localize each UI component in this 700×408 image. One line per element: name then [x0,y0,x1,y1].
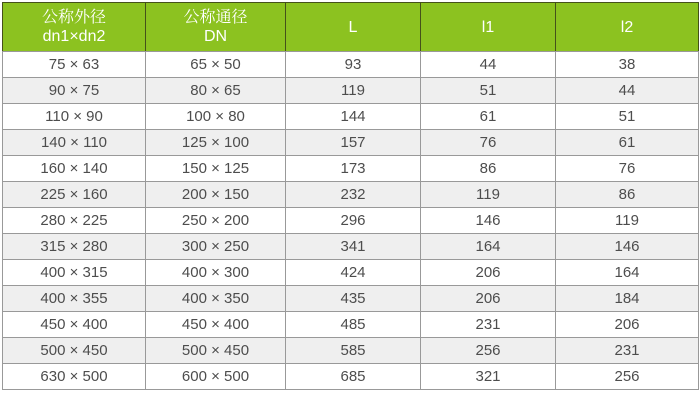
table-cell: 400 × 315 [3,260,146,286]
table-cell: 51 [556,104,699,130]
table-cell: 300 × 250 [146,234,286,260]
dimension-spec-table [2,2,699,390]
table-row [3,286,699,312]
table-cell: 400 × 300 [146,260,286,286]
table-cell: 321 [421,364,556,390]
column-header-l2 [556,3,699,52]
table-cell: 90 × 75 [3,78,146,104]
table-cell: 100 × 80 [146,104,286,130]
table-row [3,338,699,364]
table-cell: 232 [286,182,421,208]
table-cell: 485 [286,312,421,338]
table-cell: 164 [556,260,699,286]
table-cell: 44 [421,52,556,78]
table-cell: 500 × 450 [3,338,146,364]
column-header-label: 公称外径 [41,9,106,26]
table-cell: 119 [556,208,699,234]
column-header-sublabel: dn1×dn2 [42,28,106,45]
table-cell: 296 [286,208,421,234]
table-row [3,208,699,234]
table-cell: 206 [421,286,556,312]
table-cell: 86 [421,156,556,182]
column-header-L [286,3,421,52]
column-header-label: l1 [481,18,495,36]
table-cell: 600 × 500 [146,364,286,390]
column-header-nominal-diameter [146,3,286,52]
table-cell: 164 [421,234,556,260]
table-cell: 65 × 50 [146,52,286,78]
table-cell: 173 [286,156,421,182]
table-cell: 630 × 500 [3,364,146,390]
table-cell: 93 [286,52,421,78]
table-cell: 400 × 355 [3,286,146,312]
table-cell: 44 [556,78,699,104]
table-row [3,104,699,130]
table-cell: 119 [421,182,556,208]
table-cell: 231 [421,312,556,338]
table-cell: 685 [286,364,421,390]
table-cell: 76 [421,130,556,156]
table-cell: 150 × 125 [146,156,286,182]
table-cell: 157 [286,130,421,156]
table-cell: 76 [556,156,699,182]
table-row [3,364,699,390]
table-row [3,182,699,208]
table-cell: 256 [421,338,556,364]
table-cell: 231 [556,338,699,364]
table-cell: 280 × 225 [3,208,146,234]
header-row [3,3,699,52]
table-cell: 38 [556,52,699,78]
table-cell: 424 [286,260,421,286]
table-cell: 256 [556,364,699,390]
table-cell: 341 [286,234,421,260]
table-cell: 200 × 150 [146,182,286,208]
table-cell: 140 × 110 [3,130,146,156]
table-cell: 206 [421,260,556,286]
column-header-sublabel: DN [203,28,228,45]
table-cell: 144 [286,104,421,130]
table-cell: 400 × 350 [146,286,286,312]
table-cell: 315 × 280 [3,234,146,260]
table-cell: 225 × 160 [3,182,146,208]
table-row [3,234,699,260]
table-cell: 500 × 450 [146,338,286,364]
table-cell: 51 [421,78,556,104]
table-row [3,156,699,182]
table-row [3,260,699,286]
table-row [3,312,699,338]
table-cell: 435 [286,286,421,312]
table-cell: 146 [556,234,699,260]
table-cell: 110 × 90 [3,104,146,130]
table-cell: 206 [556,312,699,338]
table-row [3,130,699,156]
table-cell: 585 [286,338,421,364]
table-cell: 119 [286,78,421,104]
table-cell: 86 [556,182,699,208]
column-header-label: l2 [620,18,634,36]
table-cell: 125 × 100 [146,130,286,156]
table-cell: 450 × 400 [146,312,286,338]
column-header-label: L [348,18,358,36]
table-cell: 61 [556,130,699,156]
table-cell: 75 × 63 [3,52,146,78]
column-header-label: 公称通径 [183,9,248,26]
table-row [3,52,699,78]
table-cell: 160 × 140 [3,156,146,182]
table-header [3,3,699,52]
table-cell: 184 [556,286,699,312]
table-row [3,78,699,104]
table-body [3,52,699,390]
column-header-outer-diameter [3,3,146,52]
column-header-l1 [421,3,556,52]
table-cell: 61 [421,104,556,130]
table-cell: 146 [421,208,556,234]
table-cell: 80 × 65 [146,78,286,104]
table-cell: 450 × 400 [3,312,146,338]
table-cell: 250 × 200 [146,208,286,234]
